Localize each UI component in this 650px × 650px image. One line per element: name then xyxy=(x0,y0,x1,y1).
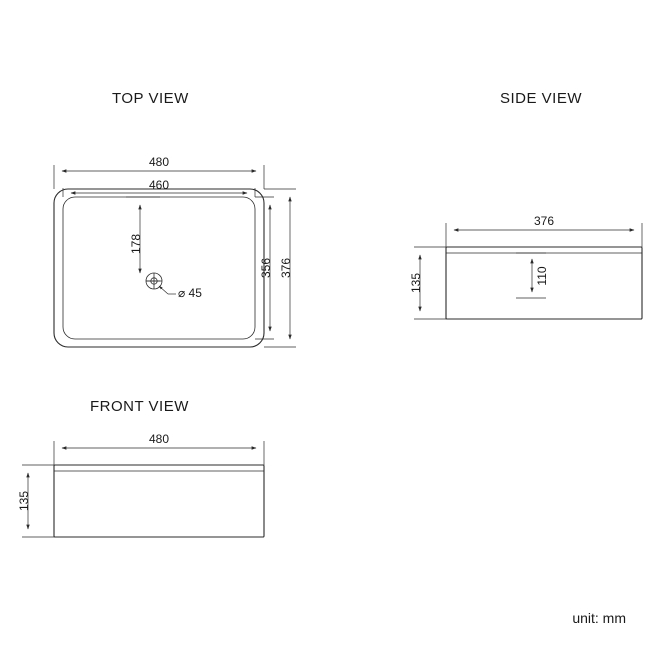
dim-label-480-front: 480 xyxy=(148,432,170,446)
dim-label-356: 356 xyxy=(259,257,273,279)
dim-label-376-top: 376 xyxy=(279,257,293,279)
dim-front-width xyxy=(54,432,264,465)
dim-side-inner-height xyxy=(516,253,549,298)
dim-label-480-top: 480 xyxy=(148,155,170,169)
dim-label-110: 110 xyxy=(535,266,549,286)
dim-drain-offset xyxy=(126,197,160,281)
dim-side-width xyxy=(446,214,642,247)
dim-label-135-front: 135 xyxy=(17,490,31,512)
dim-side-height xyxy=(409,247,446,319)
dim-label-178: 178 xyxy=(129,233,143,255)
dim-label-460: 460 xyxy=(148,178,170,192)
side-view-title: SIDE VIEW xyxy=(500,90,583,107)
dim-top-inner-width xyxy=(63,178,255,197)
dim-label-135-side: 135 xyxy=(409,272,423,294)
dim-label-376-side: 376 xyxy=(533,214,555,228)
dim-front-height xyxy=(17,465,54,537)
unit-label: unit: mm xyxy=(572,610,626,626)
top-view-geometry xyxy=(54,189,264,347)
front-view-title: FRONT VIEW xyxy=(90,398,189,415)
front-view-geometry xyxy=(54,465,264,537)
dim-label-drain-dia: ⌀ 45 xyxy=(178,286,202,300)
dim-drain-diameter xyxy=(159,286,202,300)
top-view-title: TOP VIEW xyxy=(112,90,189,107)
